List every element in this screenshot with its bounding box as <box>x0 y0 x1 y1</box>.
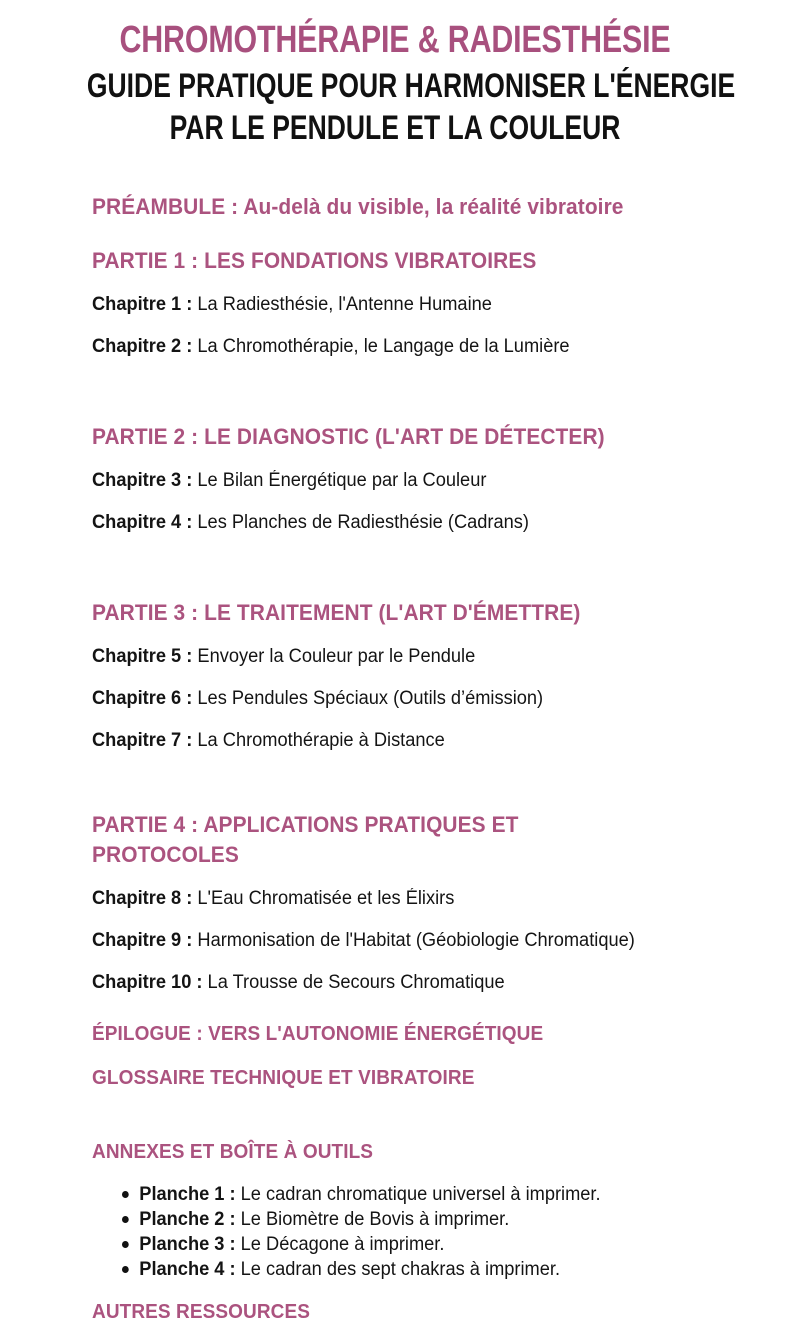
toc-chapter-2[interactable] <box>92 334 724 360</box>
spacer <box>92 912 750 928</box>
spacer <box>92 1166 750 1182</box>
spacer <box>92 1048 750 1064</box>
spacer <box>92 670 750 686</box>
chapter-title: Harmonisation de l'Habitat (Géobiologie Chromatique) <box>192 930 635 951</box>
chapter-title: Le Bilan Énergétique par la Couleur <box>192 470 487 491</box>
planche-label: Planche 1 : <box>139 1184 236 1205</box>
chapter-label: Chapitre 10 : <box>92 972 203 993</box>
spacer <box>92 276 750 292</box>
planche-text: Le cadran des sept chakras à imprimer. <box>235 1259 561 1280</box>
spacer <box>92 754 750 810</box>
section-heading-partie-1[interactable]: PARTIE 1 : LES FONDATIONS VIBRATOIRES <box>92 248 537 273</box>
chapter-label: Chapitre 2 : <box>92 336 193 357</box>
section-heading-autres-ressources[interactable]: AUTRES RESSOURCES <box>92 1301 311 1323</box>
chapter-label: Chapitre 3 : <box>92 470 193 491</box>
spacer <box>92 536 750 598</box>
section-heading-epilogue[interactable]: ÉPILOGUE : VERS L'AUTONOMIE ÉNERGÉTIQUE <box>92 1023 544 1045</box>
spacer <box>92 628 750 644</box>
planche-text: Le cadran chromatique universel à imprimer. <box>235 1184 601 1205</box>
spacer <box>92 712 750 728</box>
section-heading-annexes[interactable]: ANNEXES ET BOÎTE À OUTILS <box>92 1141 374 1163</box>
section-heading-partie-3[interactable]: PARTIE 3 : LE TRAITEMENT (L'ART D'ÉMETTRE) <box>92 600 581 625</box>
chapter-label: Chapitre 5 : <box>92 646 193 667</box>
chapter-label: Chapitre 7 : <box>92 730 193 751</box>
chapter-title: La Chromothérapie à Distance <box>192 730 445 751</box>
chapter-title: La Chromothérapie, le Langage de la Lumière <box>192 336 570 357</box>
title-block <box>0 0 790 148</box>
chapter-label: Chapitre 9 : <box>92 930 193 951</box>
toc-chapter-4[interactable] <box>92 510 724 536</box>
list-item[interactable] <box>122 1182 725 1207</box>
chapter-title: Les Planches de Radiesthésie (Cadrans) <box>192 512 529 533</box>
spacer <box>92 1282 750 1298</box>
section-heading-partie-2[interactable]: PARTIE 2 : LE DIAGNOSTIC (L'ART DE DÉTECTER) <box>92 424 605 449</box>
chapter-title: Les Pendules Spéciaux (Outils d’émission) <box>192 688 544 709</box>
spacer <box>92 452 750 468</box>
toc-chapter-7[interactable] <box>92 728 724 754</box>
toc-chapter-6[interactable] <box>92 686 724 712</box>
planche-text: Le Biomètre de Bovis à imprimer. <box>235 1209 510 1230</box>
table-of-contents <box>0 192 790 1326</box>
spacer <box>92 222 750 246</box>
toc-chapter-1[interactable] <box>92 292 724 318</box>
toc-chapter-9[interactable] <box>92 928 724 954</box>
bullet-icon <box>122 1216 129 1223</box>
document-title: CHROMOTHÉRAPIE & RADIESTHÉSIE <box>119 19 671 61</box>
planche-label: Planche 4 : <box>139 1259 236 1280</box>
bullet-icon <box>122 1266 129 1273</box>
toc-chapter-8[interactable] <box>92 886 724 912</box>
spacer <box>92 494 750 510</box>
spacer <box>92 318 750 334</box>
toc-chapter-10[interactable] <box>92 970 724 996</box>
document-subtitle-line-2: PAR LE PENDULE ET LA COULEUR <box>169 109 621 147</box>
spacer <box>92 870 750 886</box>
chapter-label: Chapitre 8 : <box>92 888 193 909</box>
chapter-title: La Trousse de Secours Chromatique <box>202 972 505 993</box>
section-heading-preambule[interactable]: PRÉAMBULE : Au-delà du visible, la réalité vibratoire <box>92 194 624 219</box>
bullet-icon <box>122 1191 129 1198</box>
spacer <box>92 1092 750 1138</box>
spacer <box>92 360 750 422</box>
chapter-label: Chapitre 1 : <box>92 294 193 315</box>
list-item[interactable] <box>122 1232 725 1257</box>
list-item[interactable] <box>122 1207 725 1232</box>
chapter-title: Envoyer la Couleur par le Pendule <box>192 646 476 667</box>
toc-chapter-3[interactable] <box>92 468 724 494</box>
chapter-label: Chapitre 4 : <box>92 512 193 533</box>
chapter-title: La Radiesthésie, l'Antenne Humaine <box>192 294 492 315</box>
spacer <box>92 996 750 1020</box>
bullet-icon <box>122 1241 129 1248</box>
planches-list <box>92 1182 750 1282</box>
chapter-label: Chapitre 6 : <box>92 688 193 709</box>
document-subtitle-line-1: GUIDE PRATIQUE POUR HARMONISER L'ÉNERGIE <box>86 67 736 105</box>
planche-label: Planche 3 : <box>139 1234 236 1255</box>
chapter-title: L'Eau Chromatisée et les Élixirs <box>192 888 455 909</box>
planche-label: Planche 2 : <box>139 1209 236 1230</box>
section-heading-glossaire[interactable]: GLOSSAIRE TECHNIQUE ET VIBRATOIRE <box>92 1067 475 1089</box>
toc-chapter-5[interactable] <box>92 644 724 670</box>
planche-text: Le Décagone à imprimer. <box>235 1234 445 1255</box>
section-heading-partie-4[interactable]: PARTIE 4 : APPLICATIONS PRATIQUES ET PROTOCOLES <box>92 812 519 867</box>
spacer <box>92 954 750 970</box>
list-item[interactable] <box>122 1257 725 1282</box>
